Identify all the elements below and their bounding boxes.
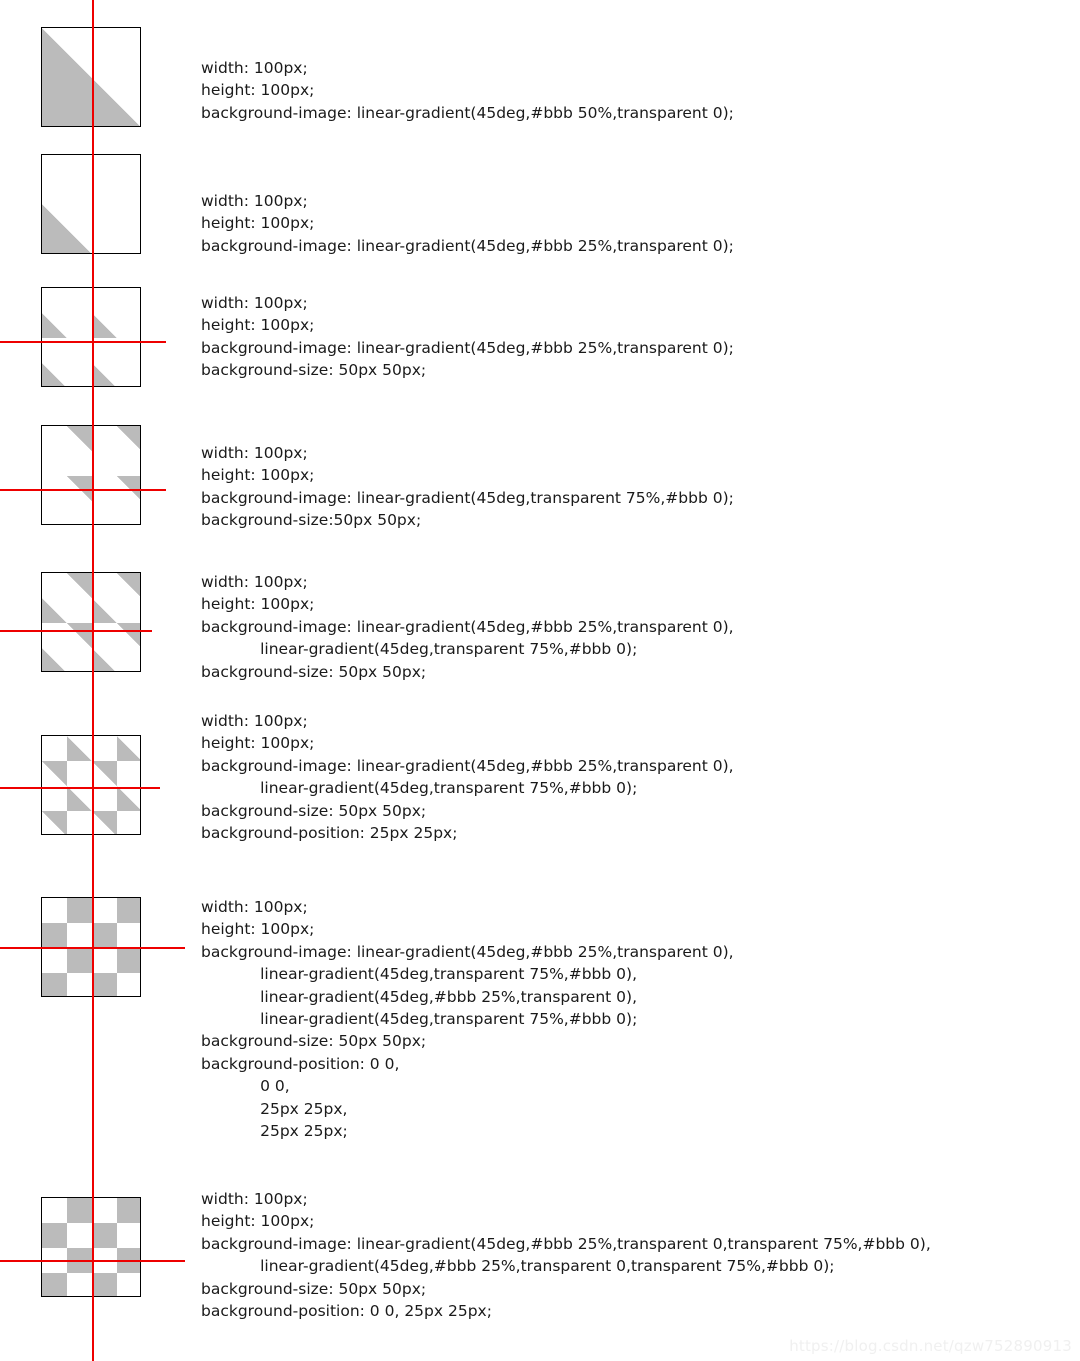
code-line: background-image: linear-gradient(45deg,#bbb 25%,transparent 0), bbox=[201, 942, 734, 961]
horizontal-guide-line bbox=[0, 630, 152, 632]
code-line: background-image: linear-gradient(45deg,#bbb 50%,transparent 0); bbox=[201, 103, 734, 122]
code-line: 0 0, bbox=[201, 1077, 290, 1096]
swatch-3-container bbox=[41, 287, 141, 387]
code-line: linear-gradient(45deg,#bbb 25%,transparent 0,transparent 75%,#bbb 0); bbox=[201, 1257, 835, 1276]
code-line: height: 100px; bbox=[201, 466, 315, 485]
code-line: width: 100px; bbox=[201, 712, 308, 730]
code-line: background-image: linear-gradient(45deg,transparent 75%,#bbb 0); bbox=[201, 488, 734, 507]
code-line: linear-gradient(45deg,transparent 75%,#bbb 0); bbox=[201, 640, 638, 659]
code-line: background-size: 50px 50px; bbox=[201, 1279, 427, 1298]
code-line: height: 100px; bbox=[201, 595, 315, 614]
horizontal-guide-line bbox=[0, 341, 166, 343]
code-block-1 bbox=[201, 57, 734, 124]
code-line: background-image: linear-gradient(45deg,#bbb 25%,transparent 0), bbox=[201, 756, 734, 775]
code-line: background-position: 25px 25px; bbox=[201, 824, 458, 843]
code-block-3 bbox=[201, 292, 734, 382]
code-line: background-image: linear-gradient(45deg,#bbb 25%,transparent 0); bbox=[201, 236, 734, 255]
vertical-guide-line bbox=[92, 0, 94, 1361]
swatch-1-container bbox=[41, 27, 141, 127]
code-line: background-size:50px 50px; bbox=[201, 511, 422, 530]
code-line: 25px 25px, bbox=[201, 1099, 348, 1118]
pattern-swatch-diagonal-stripes-offset-25 bbox=[41, 735, 141, 835]
code-line: linear-gradient(45deg,transparent 75%,#bbb 0); bbox=[201, 1010, 638, 1029]
code-line: width: 100px; bbox=[201, 444, 308, 462]
code-line: width: 100px; bbox=[201, 59, 308, 77]
code-line: width: 100px; bbox=[201, 1190, 308, 1208]
watermark: https://blog.csdn.net/qzw752890913 bbox=[789, 1337, 1072, 1355]
code-line: background-size: 50px 50px; bbox=[201, 801, 427, 820]
code-block-4 bbox=[201, 442, 734, 532]
code-block-6 bbox=[201, 710, 734, 844]
code-line: background-position: 0 0, 25px 25px; bbox=[201, 1302, 492, 1321]
code-line: height: 100px; bbox=[201, 81, 315, 100]
code-line: width: 100px; bbox=[201, 192, 308, 210]
code-line: 25px 25px; bbox=[201, 1122, 348, 1141]
pattern-swatch-checkerboard-two-gradients bbox=[41, 1197, 141, 1297]
code-line: linear-gradient(45deg,transparent 75%,#bbb 0), bbox=[201, 965, 637, 984]
code-line: background-image: linear-gradient(45deg,#bbb 25%,transparent 0); bbox=[201, 338, 734, 357]
pattern-swatch-quarter-triangle-tiled-50 bbox=[41, 287, 141, 387]
horizontal-guide-line bbox=[0, 787, 160, 789]
code-line: height: 100px; bbox=[201, 214, 315, 233]
code-block-7 bbox=[201, 896, 734, 1142]
pattern-swatch-diagonal-stripes-50 bbox=[41, 572, 141, 672]
code-line: background-image: linear-gradient(45deg,#bbb 25%,transparent 0,transparent 75%,#bbb 0), bbox=[201, 1234, 931, 1253]
swatch-2-container bbox=[41, 154, 141, 254]
code-line: background-position: 0 0, bbox=[201, 1054, 400, 1073]
code-line: background-size: 50px 50px; bbox=[201, 361, 427, 380]
code-line: width: 100px; bbox=[201, 573, 308, 591]
code-line: height: 100px; bbox=[201, 316, 315, 335]
horizontal-guide-line bbox=[0, 947, 185, 949]
code-line: linear-gradient(45deg,transparent 75%,#bbb 0); bbox=[201, 779, 638, 798]
horizontal-guide-line bbox=[0, 489, 166, 491]
swatch-5-container bbox=[41, 572, 141, 672]
swatch-4-container bbox=[41, 425, 141, 525]
swatch-8-container bbox=[41, 1197, 141, 1297]
code-line: width: 100px; bbox=[201, 898, 308, 916]
code-line: linear-gradient(45deg,#bbb 25%,transparent 0), bbox=[201, 987, 637, 1006]
code-line: height: 100px; bbox=[201, 920, 315, 939]
swatch-6-container bbox=[41, 735, 141, 835]
horizontal-guide-line bbox=[0, 1260, 185, 1262]
code-line: background-size: 50px 50px; bbox=[201, 662, 427, 681]
code-line: width: 100px; bbox=[201, 294, 308, 312]
pattern-swatch-half-diagonal-triangle bbox=[41, 27, 141, 127]
code-block-2 bbox=[201, 190, 734, 257]
code-line: height: 100px; bbox=[201, 1212, 315, 1231]
code-block-8 bbox=[201, 1188, 931, 1322]
pattern-swatch-quarter-diagonal-triangle bbox=[41, 154, 141, 254]
pattern-swatch-upper-triangle-tiled-50 bbox=[41, 425, 141, 525]
code-line: background-size: 50px 50px; bbox=[201, 1032, 427, 1051]
code-line: background-image: linear-gradient(45deg,#bbb 25%,transparent 0), bbox=[201, 617, 734, 636]
code-line: height: 100px; bbox=[201, 734, 315, 753]
code-block-5 bbox=[201, 571, 734, 683]
